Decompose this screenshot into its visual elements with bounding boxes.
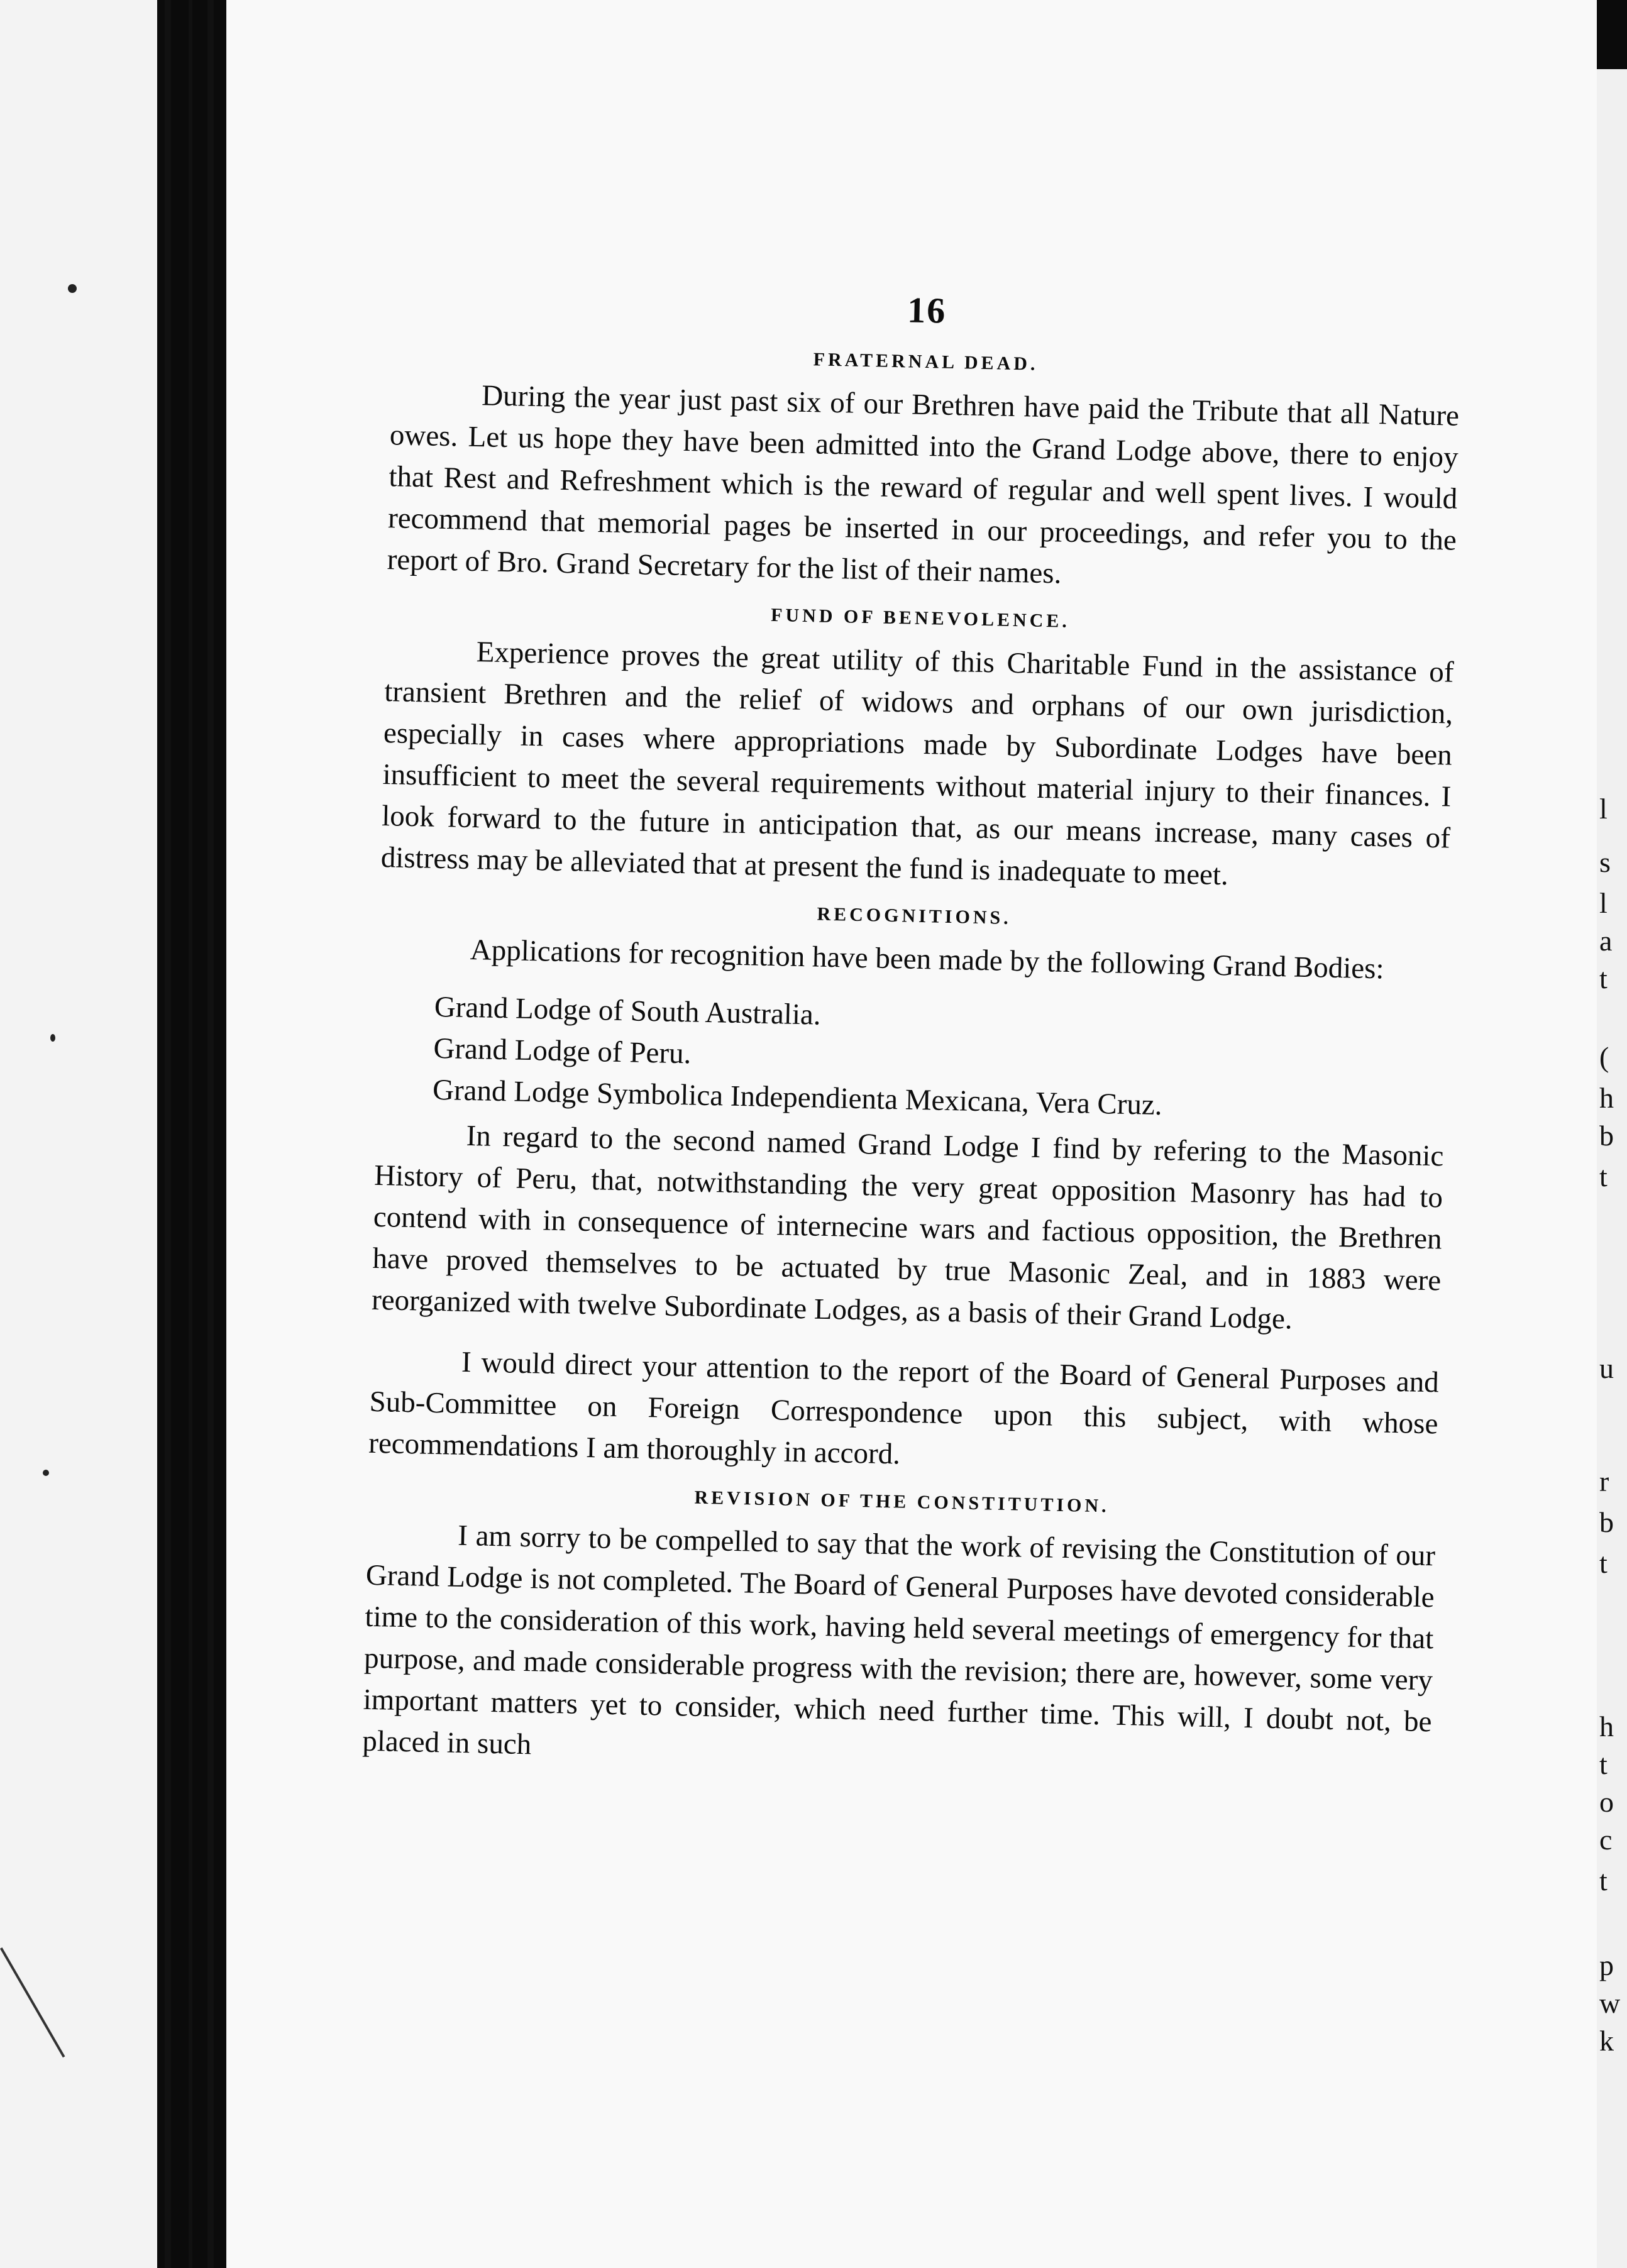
facing-page-fragment: t bbox=[1599, 1547, 1608, 1579]
facing-page-fragment: t bbox=[1599, 1864, 1608, 1896]
section-heading: REVISION OF THE CONSTITUTION. bbox=[694, 1487, 1110, 1517]
facing-page-fragment: t bbox=[1599, 1160, 1608, 1192]
facing-page-fragment: c bbox=[1599, 1824, 1613, 1856]
facing-page-fragment: k bbox=[1599, 2025, 1614, 2057]
dust-speck bbox=[68, 284, 77, 293]
facing-page-fragment: h bbox=[1599, 1082, 1614, 1114]
facing-page-fragment: h bbox=[1599, 1710, 1614, 1742]
body-paragraph: In regard to the second named Grand Lodge I find by refering to the Masonic History of Peru, that, notwithstanding the very great opposition Masonry has had to contend with in consequence of internecine wars and factious opposition, the Brethren have proved themselves to be actuated by true Masonic Zeal, and in 1883 were reorganized with twelve Subordinate Lodges, as a basis of their Grand Lodge. bbox=[371, 1119, 1444, 1336]
facing-page-fragment: b bbox=[1599, 1506, 1614, 1538]
facing-page-fragment: l bbox=[1599, 793, 1608, 825]
body-paragraph: Experience proves the great utility of this Charitable Fund in the assistance of transient Brethren and the relief of widows and orphans of our own jurisdiction, especially in cases where appropriations made by Subordinate Lodges have been insufficient to meet the several requirements without material injury to their finances. I look forward to the future in anticipation that, as our means increase, many cases of distress may be alleviated that at present the fund is inadequate to meet. bbox=[380, 636, 1454, 892]
facing-page-fragment: w bbox=[1599, 1987, 1621, 2019]
body-paragraph: I am sorry to be compelled to say that the work of revising the Constitution of our Grand Lodge is not completed. The Board of General Purposes have devoted considerable time to the consideration of this work, having held several meetings of emergency for that purpose, and made considerable progress with the revision; there are, however, some very important matters yet to consider, which need further time. This will, I doubt not, be placed in such bbox=[361, 1519, 1436, 1761]
facing-page-fragment: p bbox=[1599, 1949, 1614, 1981]
dust-speck bbox=[43, 1470, 49, 1476]
dust-speck bbox=[50, 1034, 55, 1042]
section-heading: RECOGNITIONS. bbox=[817, 903, 1012, 929]
scan-margin bbox=[0, 0, 157, 2268]
facing-page-fragment: a bbox=[1599, 925, 1613, 957]
facing-page-fragment: b bbox=[1599, 1120, 1614, 1152]
list-item: Grand Lodge of South Australia. bbox=[434, 990, 822, 1032]
recognition-list bbox=[375, 985, 1447, 1132]
page-number: 16 bbox=[907, 289, 947, 331]
list-item: Grand Lodge Symbolica Independienta Mexicana, Vera Cruz. bbox=[432, 1073, 1163, 1122]
body-paragraph: During the year just past six of our Brethren have paid the Tribute that all Nature owes. Let us hope they have been admitted into the Grand Lodge above, there to enjoy that Rest and Refreshment which is the reward of regular and well spent lives. I would recommend that memorial pages be inserted in our proceedings, and refer you to the report of Bro. Grand Secretary for the list of their names. bbox=[387, 379, 1460, 590]
binding-rule bbox=[207, 0, 214, 2268]
binding-rule bbox=[165, 0, 171, 2268]
facing-page-fragment: l bbox=[1599, 887, 1608, 919]
section-heading: FUND OF BENEVOLENCE. bbox=[770, 604, 1071, 632]
facing-page-fragment: t bbox=[1599, 962, 1608, 994]
facing-page-fragment: t bbox=[1599, 1748, 1608, 1780]
page-text bbox=[362, 278, 1462, 1784]
body-paragraph: Applications for recognition have been made by the following Grand Bodies: bbox=[470, 933, 1385, 986]
facing-page-fragment: o bbox=[1599, 1786, 1614, 1818]
body-paragraph: I would direct your attention to the report of the Board of General Purposes and Sub-Committee on Foreign Correspondence upon this subject, with whose recommendations I am thoroughly in accord. bbox=[368, 1345, 1440, 1471]
binding-rule bbox=[189, 0, 192, 2268]
facing-page-fragment: r bbox=[1599, 1465, 1609, 1497]
facing-page-fragment: ( bbox=[1599, 1041, 1609, 1073]
facing-page-edge bbox=[1597, 69, 1627, 2268]
list-item: Grand Lodge of Peru. bbox=[433, 1032, 692, 1071]
facing-page-fragment: u bbox=[1599, 1352, 1614, 1384]
section-heading: FRATERNAL DEAD. bbox=[813, 349, 1039, 375]
facing-page-fragment: s bbox=[1599, 846, 1611, 878]
